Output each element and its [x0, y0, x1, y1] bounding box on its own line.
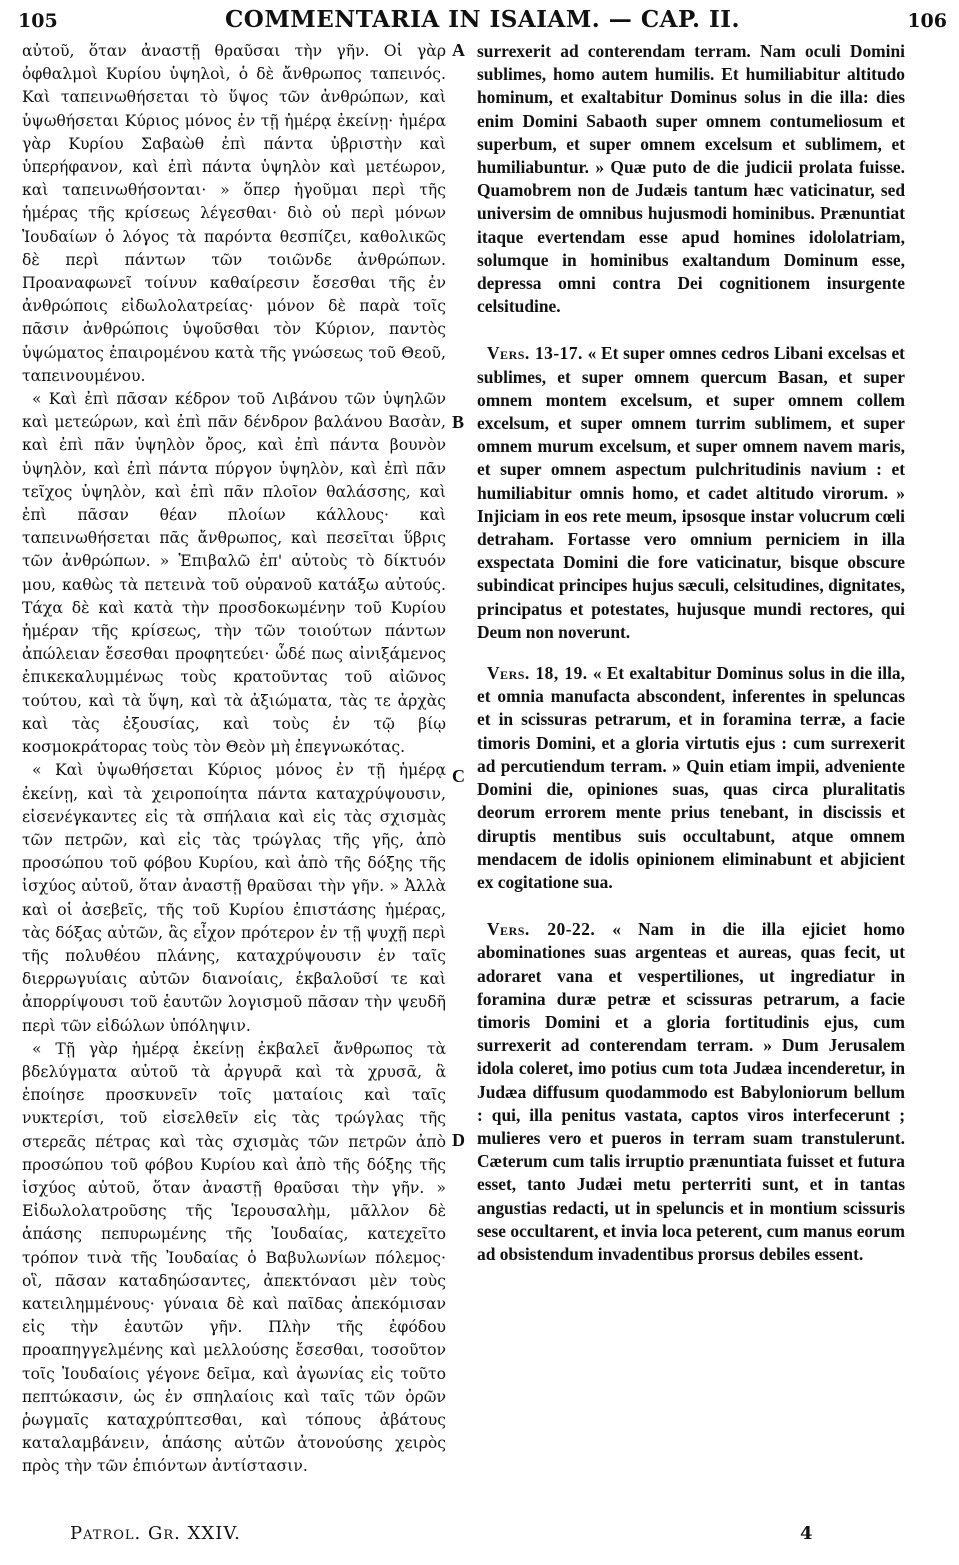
section-gap — [477, 894, 905, 918]
margin-marker-c: C — [452, 766, 465, 786]
verse-label: Vers. 18, 19. — [487, 663, 588, 684]
running-header — [18, 4, 947, 38]
greek-paragraph-3: « Καὶ ὑψωθήσεται Κύριος μόνος ἐν τῇ ἡμέρᾳ ἐκείνῃ, καὶ τὰ χειροποίητα πάντα καταχρύψουσιν, εἰσενέγκαντες εἰς τὰ σπήλαια καὶ εἰς τὰς σχισμὰς τῶν πετρῶν, καὶ εἰς τὰς τρώγλας τῆς γῆς, ἀπὸ προσώπου τοῦ φόβου Κυρίου, καὶ ἀπὸ τῆς δόξης τῆς ἰσχύος αὐτοῦ, ὅταν ἀναστῇ θραῦσαι τὴν γῆν. » Ἀλλὰ καὶ οἱ ἀσεβεῖς, τῆς τοῦ Κυρίου ἐπιστάσης ἡμέρας, τὰς δόξας αὐτῶν, ἃς εἶχον πρότερον ἐν τῇ ψυχῇ περὶ τῆς πολυθέου πλάνης, καταχρύψουσιν ἐν ταῖς διερρωγυίαις αὐτῶν διανοίαις, ἐκβαλοῦσί τε καὶ ἀπορρίψουσι τοῦ ἑαυτῶν λογισμοῦ πᾶσαν τὴν ψευδῆ περὶ τῶν εἰδώλων ὑπόληψιν. — [22, 761, 446, 1035]
left-page-number: 105 — [18, 10, 58, 32]
latin-intro-paragraph: surrexerit ad conterendam terram. Nam oculi Domini sublimes, homo autem humilis. Et humiliabitur altitudo hominum, et exaltabitur Dominus solus in die illa: dies enim Domini Sabaoth super omnem contumeliosum et superbum, et super omnem excelsum et sublimem, et humiliabuntur. » Quæ puto de die judicii prolata fuisse. Quamobrem non de Judæis tantum hæc vaticinatur, sed universim de omnibus hujusmodi hominibus. Prænuntiat itaque evertendam esse apud homines idololatriam, solumque in hominibus exaltandum Dominum esse, depressa omni contra Dei cognitionem insurgente celsitudine. — [477, 41, 905, 317]
greek-paragraph-1: αὐτοῦ, ὅταν ἀναστῇ θραῦσαι τὴν γῆν. Οἱ γὰρ ὀφθαλμοὶ Κυρίου ὑψηλοὶ, ὁ δὲ ἄνθρωπος ταπεινός. Καὶ ταπεινωθήσεται τὸ ὕψος τῶν ἀνθρώπων, καὶ ὑψωθήσεται Κύριος μόνος ἐν τῇ ἡμέρᾳ ἐκείνῃ· ἡμέρα γὰρ Κυρίου Σαβαὼθ ἐπὶ πάντα ὑβριστὴν καὶ ὑπερήφανον, καὶ ἐπὶ πάντα ὑψηλὸν καὶ μετέωρον, καὶ ταπεινωθήσονται· » ὅπερ ἡγοῦμαι περὶ τῆς ἡμέρας τῆς κρίσεως λέγεσθαι· διὸ οὐ περὶ μόνων Ἰουδαίων ὁ λόγος τὰ παρόντα θεσπίζει, καθολικῶς δὲ περὶ πάντων τῶν τοιῶνδε ἀνθρώπων. Προαναφωνεῖ τοίνυν καθαίρεσιν ἔσεσθαι τῆς ἐν ἀνθρώποις εἰδωλολατρείας· μόνον δὲ παρὰ τοῖς πᾶσιν ἀνθρώποις ὑψοῦσθαι τὸν Κύριον, παντὸς ὑψώματος ἐπαιρομένου κατὰ τῆς γνώσεως τοῦ Θεοῦ, ταπεινουμένου. — [22, 42, 446, 385]
latin-section-1 — [477, 342, 905, 644]
page-title: COMMENTARIA IN ISAIAM. — CAP. II. — [224, 6, 740, 33]
section-gap — [477, 318, 905, 342]
verse-text: « Et super omnes cedros Libani excelsas et sublimes, et super omnem quercum Basan, et super omnem montem excelsum, et super omnem collem excelsum, et super omnem turrim sublimem, et super omnem murum excelsum, et super omnem navem maris, et super omnem aspectum pulchritudinis navium : et humiliabitur omnis homo, et cadet altitudo virorum. » Injiciam in eos rete meum, ipsosque instar volucrum cœli detraham. Fortasse vero omnium perniciem in illa exspectata Domini die fore vaticinatur, bisque obscure subindicat principes hujus sæculi, celsitudines, dignitates, principatus et potestates, hujusque mundi rectores, qui Deum non noverunt. — [477, 343, 905, 642]
margin-marker-b: B — [452, 412, 465, 432]
latin-column — [477, 40, 905, 1266]
greek-column — [22, 40, 446, 1479]
margin-marker-d: D — [452, 1130, 465, 1150]
verse-label: Vers. 13-17. — [487, 343, 583, 364]
verse-text: « Et exaltabitur Dominus solus in die illa, et omnia manufacta abscondent, inferentes in speluncas et in scissuras petrarum, et in foramina terræ, a facie timoris Domini, et a gloria virtutis ejus : cum surrexerit ad percutiendum terram. » Quin etiam impii, adveniente Domini die, opiniones suas, quas circa pluralitatis deorum errorem mente prius tenebant, in discissis et diruptis mentibus suis occultabunt, atque omnem mendacem de idolis opinionem eliminabunt et abjicient ex cogitatione sua. — [477, 663, 905, 892]
margin-marker-a: A — [452, 40, 465, 60]
section-gap — [477, 644, 905, 662]
greek-paragraph-4: « Τῇ γὰρ ἡμέρᾳ ἐκείνῃ ἐκβαλεῖ ἄνθρωπος τὰ βδελύγματα αὐτοῦ τὰ ἀργυρᾶ καὶ τὰ χρυσᾶ, ἃ ἐποίησε προσκυνεῖν τοῖς ματαίοις καὶ ταῖς νυκτερίσι, τοῦ εἰσελθεῖν εἰς τὰς τρώγλας τῆς στερεᾶς πέτρας καὶ τὰς σχισμὰς τῶν πετρῶν ἀπὸ προσώπου τοῦ φόβου Κυρίου καὶ ἀπὸ τῆς δόξης τῆς ἰσχύος αὐτοῦ, ὅταν ἀναστῇ θραῦσαι τὴν γῆν. » Εἰδωλολατροῦσης τῆς Ἱερουσαλὴμ, μᾶλλον δὲ ἁπάσης πεπυρωμένης τῆς Ἰουδαίας, κατεχεῖτο τρόπον τινὰ τῆς Ἰουδαίας ὁ Βαβυλωνίων πόλεμος· οἳ, πᾶσαν καταδηώσαντες, ἀπεκτόνασι μὲν τοὺς κατειλημμένους· γύναια δὲ καὶ παῖδας ἀπεκόμισαν εἰς τὴν ἑαυτῶν γῆν. Πλὴν τῆς ἐφόδου προαπηγγελμένης καὶ μελλούσης ἔσεσθαι, τοσοῦτον τοῖς Ἰουδαίοις γέγονε δεῖμα, καὶ ἀγωνίας εἰς τοῦτο πεπτώκασιν, ὡς ἐν σπηλαίοις καὶ ταῖς τῶν ὀρῶν ῥωγμαῖς καταχρύπτεσθαι, καὶ τόπους ἀβάτους καταλαμβάνειν, ἁπάσης αὐτῶν ἀτονούσης χειρὸς πρὸς τὴν τῶν ἐπιόντων ἀντίστασιν. — [22, 1039, 446, 1476]
greek-paragraph-2: « Καὶ ἐπὶ πᾶσαν κέδρον τοῦ Λιβάνου τῶν ὑψηλῶν καὶ μετεώρων, καὶ ἐπὶ πᾶν δένδρον βαλάνου Βασὰν, καὶ ἐπὶ πᾶν ὑψηλὸν ὄρος, καὶ ἐπὶ πάντα βουνὸν ὑψηλὸν, καὶ ἐπὶ πάντα πύργον ὑψηλὸν, καὶ ἐπὶ πᾶν τεῖχος ὑψηλὸν, καὶ ἐπὶ πᾶν πλοῖον θαλάσσης, καὶ ἐπὶ πᾶσαν θέαν πλοίων κάλλους· καὶ ταπεινωθήσεται πᾶς ἄνθρωπος, καὶ πεσεῖται ὕβρις τῶν ἀνθρώπων. » Ἐπιβαλῶ ἐπ' αὐτοὺς τὸ δίκτυόν μου, καθὼς τὰ πετεινὰ τοῦ οὐρανοῦ κατάξω αὐτούς. Τάχα δὲ καὶ κατὰ τὴν προσδοκωμένην τοῦ Κυρίου ἡμέραν τῆς κρίσεως, τὴν τῶν τοιούτων πάντων ἀπώλειαν ἔσεσθαι προφητεύει· ὧδέ πως αἰνιξάμενος ἐπικεκαλυμμένως τοὺς κρατοῦντας τοῦ αἰῶνος τούτου, καὶ τὰ ὕψη, καὶ τὰ ἀξιώματα, τὰς τε ἀρχὰς καὶ τὰς ἐξουσίας, καὶ τοὺς ἐν τῷ βίῳ κοσμοκράτορας τοὺς τὸν Θεὸν μὴ ἐπεγνωκότας. — [22, 390, 446, 757]
right-page-number: 106 — [907, 10, 947, 32]
footer-signature: 4 — [800, 1523, 813, 1544]
verse-text: « Nam in die illa ejiciet homo abominationes suas argenteas et aureas, quas fecit, ut adoraret vana et vespertiliones, ut ingrediatur in foramina duræ petræ et scissuras petrarum, a facie timoris Domini et a gloria fortitudinis ejus, cum surrexerit ad conterendam terram. » Dum Jerusalem idola coleret, imo potius cum tota Judæa incenderetur, in Judæa diffusum quodammodo est Babyloniorum bellum : qui, illa penitus vastata, captos viros interfecerunt ; mulieres vero et pueros in terram suam transtulerunt. Cæterum cum talis irruptio prænuntiata fuisset et futura esset, tanto Judæi metu perterriti sunt, et in tantas angustias redacti, ut in speluncis et in montium scissuris sese occultarent, et invia loca peterent, cum manus eorum ad obsistendum invadentibus prorsus debiles essent. — [477, 919, 905, 1264]
latin-section-2 — [477, 662, 905, 894]
verse-label: Vers. 20-22. — [487, 919, 596, 940]
footer-source: Patrol. Gr. XXIV. — [70, 1523, 241, 1544]
latin-section-3 — [477, 918, 905, 1266]
